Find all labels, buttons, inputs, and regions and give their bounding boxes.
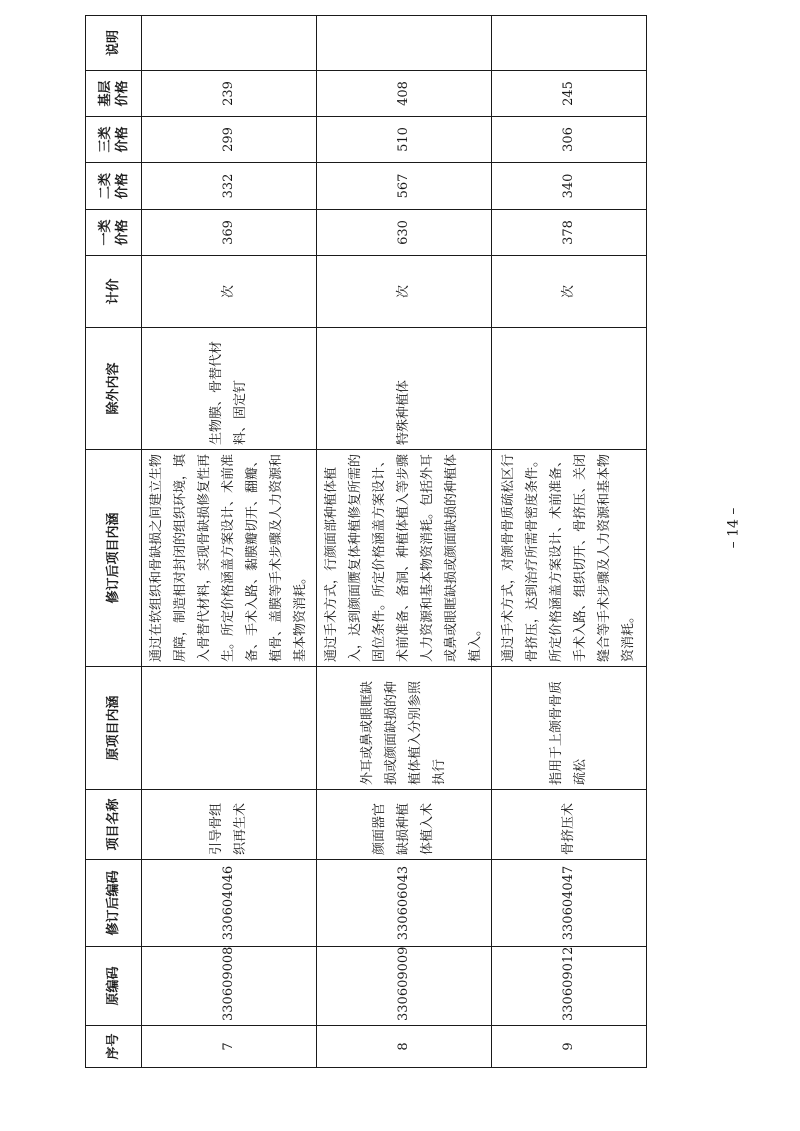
cell-orig-code: 330609009 (317, 947, 492, 1026)
cell-exclusion (492, 328, 647, 450)
page-number: – 14 – (725, 507, 742, 549)
cell-price-base: 408 (317, 71, 492, 117)
cell-unit: 次 (317, 256, 492, 328)
cell-price1: 630 (317, 210, 492, 256)
cell-exclusion: 特殊种植体 (317, 328, 492, 450)
cell-note (142, 16, 317, 71)
cell-price3: 299 (142, 117, 317, 163)
cell-price3: 306 (492, 117, 647, 163)
cell-price-base: 245 (492, 71, 647, 117)
cell-orig-code: 330609008 (142, 947, 317, 1026)
cell-exclusion: 生物膜、骨替代材料、固定钉 (142, 328, 317, 450)
cell-price1: 369 (142, 210, 317, 256)
header-unit: 计价 (86, 256, 142, 328)
cell-name: 颜面器官缺损种植体植入术 (317, 790, 492, 860)
cell-price-base: 239 (142, 71, 317, 117)
header-seq: 序号 (86, 1026, 142, 1068)
cell-seq: 9 (492, 1026, 647, 1068)
header-orig-code: 原编码 (86, 947, 142, 1026)
cell-new-content: 通过手术方式，对颌骨骨质疏松区行骨挤压，达到治疗所需骨密度条件。所定价格涵盖方案设计、术前准备、手术入路、组织切开、骨挤压、关闭缝合等手术步骤及人力资源和基本物资消耗。 (492, 450, 647, 667)
cell-seq: 8 (317, 1026, 492, 1068)
cell-name: 骨挤压术 (492, 790, 647, 860)
cell-new-code: 330604046 (142, 860, 317, 947)
cell-new-code: 330606043 (317, 860, 492, 947)
table-row (142, 16, 317, 1068)
header-price2: 二类价格 (86, 163, 142, 210)
table-header-row (86, 16, 142, 1068)
cell-price3: 510 (317, 117, 492, 163)
cell-seq: 7 (142, 1026, 317, 1068)
cell-new-content: 通过手术方式，行颜面部种植体植入，达到颜面赝复体种植修复所需的固位条件。所定价格涵盖方案设计、术前准备、备洞、种植体植入等步骤人力资源和基本物资消耗。包括外耳或鼻或眼眶缺损或颜面缺损的种植体植入。 (317, 450, 492, 667)
cell-orig-code: 330609012 (492, 947, 647, 1026)
cell-orig-content (142, 667, 317, 790)
header-price-base: 基层价格 (86, 71, 142, 117)
header-price3: 三类价格 (86, 117, 142, 163)
header-orig-content: 原项目内涵 (86, 667, 142, 790)
cell-price2: 340 (492, 163, 647, 210)
cell-name: 引导骨组织再生术 (142, 790, 317, 860)
cell-unit: 次 (492, 256, 647, 328)
header-note: 说明 (86, 16, 142, 71)
cell-note (317, 16, 492, 71)
cell-orig-content: 外耳或鼻或眼眶缺损或颜面缺损的种植体植入分别参照执行 (317, 667, 492, 790)
cell-orig-content: 指用于上颌骨骨质疏松 (492, 667, 647, 790)
cell-price2: 332 (142, 163, 317, 210)
pricing-table (85, 15, 647, 1068)
cell-price2: 567 (317, 163, 492, 210)
rotated-table-page (85, 30, 638, 1068)
table-row (492, 16, 647, 1068)
table-row (317, 16, 492, 1068)
header-new-code: 修订后编码 (86, 860, 142, 947)
cell-price1: 378 (492, 210, 647, 256)
cell-unit: 次 (142, 256, 317, 328)
header-exclusion: 除外内容 (86, 328, 142, 450)
cell-note (492, 16, 647, 71)
header-new-content: 修订后项目内涵 (86, 450, 142, 667)
cell-new-code: 330604047 (492, 860, 647, 947)
header-name: 项目名称 (86, 790, 142, 860)
header-price1: 一类价格 (86, 210, 142, 256)
cell-new-content: 通过在软组织和骨缺损之间建立生物屏障，制造相对封闭的组织环境，填入骨替代材料，实现骨缺损修复性再生。所定价格涵盖方案设计、术前准备、手术入路、黏膜瓣切开、翻瓣、植骨、盖膜等手术步骤及人力资源和基本物资消耗。 (142, 450, 317, 667)
